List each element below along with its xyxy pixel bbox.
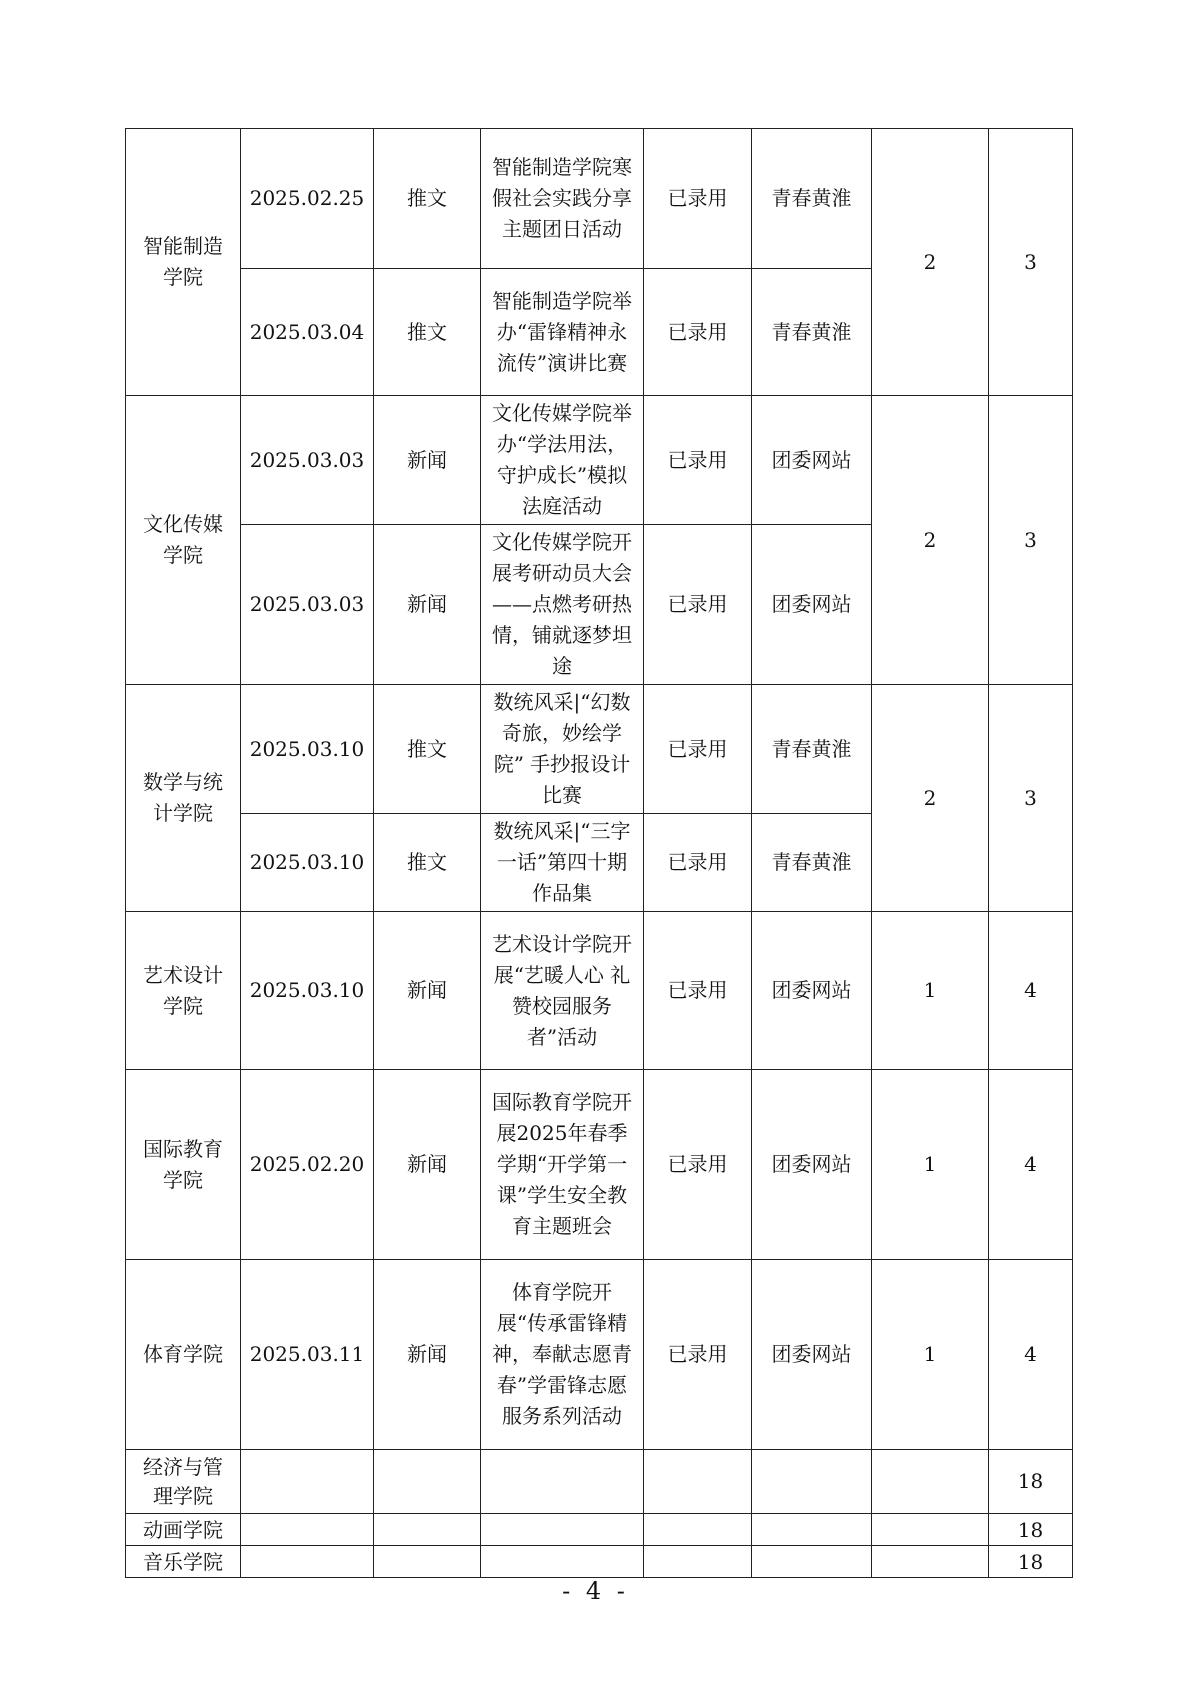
date-cell: 2025.03.10 <box>241 814 374 912</box>
count-cell: 1 <box>872 912 989 1070</box>
table-row <box>126 1070 1073 1260</box>
platform-cell: 青春黄淮 <box>752 129 872 269</box>
platform-cell <box>752 1450 872 1514</box>
submission-table <box>125 128 1073 1578</box>
date-cell <box>241 1514 374 1546</box>
title-cell: 艺术设计学院开展“艺暖人心 礼赞校园服务者”活动 <box>481 912 644 1070</box>
date-cell <box>241 1546 374 1578</box>
table-row <box>126 685 1073 814</box>
table-row <box>126 1260 1073 1450</box>
type-cell: 推文 <box>374 269 481 396</box>
college-cell: 音乐学院 <box>126 1546 241 1578</box>
title-cell: 数统风采|“幻数奇旅，妙绘学院” 手抄报设计比赛 <box>481 685 644 814</box>
type-cell <box>374 1450 481 1514</box>
type-cell: 推文 <box>374 685 481 814</box>
platform-cell <box>752 1546 872 1578</box>
title-cell: 体育学院开展“传承雷锋精神，奉献志愿青春”学雷锋志愿服务系列活动 <box>481 1260 644 1450</box>
college-cell: 动画学院 <box>126 1514 241 1546</box>
platform-cell: 青春黄淮 <box>752 814 872 912</box>
date-cell: 2025.03.03 <box>241 525 374 685</box>
college-cell: 国际教育学院 <box>126 1070 241 1260</box>
date-cell: 2025.03.10 <box>241 685 374 814</box>
count-cell <box>872 1514 989 1546</box>
table-row <box>126 1450 1073 1514</box>
college-cell: 文化传媒学院 <box>126 396 241 685</box>
title-cell <box>481 1546 644 1578</box>
rank-cell: 4 <box>989 1260 1073 1450</box>
count-cell: 2 <box>872 129 989 396</box>
count-cell: 2 <box>872 396 989 685</box>
table-row <box>126 129 1073 269</box>
table-row <box>126 396 1073 525</box>
title-cell: 数统风采|“三字一话”第四十期作品集 <box>481 814 644 912</box>
platform-cell: 青春黄淮 <box>752 685 872 814</box>
rank-cell: 18 <box>989 1450 1073 1514</box>
status-cell: 已录用 <box>644 129 752 269</box>
count-cell <box>872 1546 989 1578</box>
status-cell: 已录用 <box>644 685 752 814</box>
platform-cell: 团委网站 <box>752 912 872 1070</box>
status-cell: 已录用 <box>644 912 752 1070</box>
title-cell <box>481 1514 644 1546</box>
college-cell: 数学与统计学院 <box>126 685 241 912</box>
date-cell <box>241 1450 374 1514</box>
type-cell: 新闻 <box>374 525 481 685</box>
platform-cell: 团委网站 <box>752 1070 872 1260</box>
rank-cell: 18 <box>989 1546 1073 1578</box>
date-cell: 2025.03.04 <box>241 269 374 396</box>
platform-cell: 团委网站 <box>752 1260 872 1450</box>
status-cell: 已录用 <box>644 814 752 912</box>
status-cell <box>644 1546 752 1578</box>
platform-cell: 青春黄淮 <box>752 269 872 396</box>
date-cell: 2025.02.25 <box>241 129 374 269</box>
rank-cell: 3 <box>989 129 1073 396</box>
college-cell: 体育学院 <box>126 1260 241 1450</box>
table-row <box>126 912 1073 1070</box>
status-cell: 已录用 <box>644 525 752 685</box>
title-cell: 智能制造学院举办“雷锋精神永流传”演讲比赛 <box>481 269 644 396</box>
date-cell: 2025.03.11 <box>241 1260 374 1450</box>
type-cell: 新闻 <box>374 396 481 525</box>
college-cell: 智能制造学院 <box>126 129 241 396</box>
table-row <box>126 1546 1073 1578</box>
status-cell: 已录用 <box>644 1070 752 1260</box>
title-cell <box>481 1450 644 1514</box>
type-cell: 新闻 <box>374 912 481 1070</box>
rank-cell: 18 <box>989 1514 1073 1546</box>
date-cell: 2025.03.03 <box>241 396 374 525</box>
rank-cell: 3 <box>989 396 1073 685</box>
type-cell: 推文 <box>374 129 481 269</box>
college-cell: 艺术设计学院 <box>126 912 241 1070</box>
status-cell: 已录用 <box>644 1260 752 1450</box>
rank-cell: 3 <box>989 685 1073 912</box>
platform-cell <box>752 1514 872 1546</box>
count-cell: 2 <box>872 685 989 912</box>
type-cell: 新闻 <box>374 1070 481 1260</box>
type-cell <box>374 1514 481 1546</box>
college-cell: 经济与管理学院 <box>126 1450 241 1514</box>
status-cell: 已录用 <box>644 269 752 396</box>
rank-cell: 4 <box>989 912 1073 1070</box>
platform-cell: 团委网站 <box>752 525 872 685</box>
rank-cell: 4 <box>989 1070 1073 1260</box>
count-cell <box>872 1450 989 1514</box>
count-cell: 1 <box>872 1070 989 1260</box>
status-cell <box>644 1450 752 1514</box>
status-cell: 已录用 <box>644 396 752 525</box>
count-cell: 1 <box>872 1260 989 1450</box>
title-cell: 智能制造学院寒假社会实践分享主题团日活动 <box>481 129 644 269</box>
table-row <box>126 1514 1073 1546</box>
platform-cell: 团委网站 <box>752 396 872 525</box>
date-cell: 2025.03.10 <box>241 912 374 1070</box>
title-cell: 文化传媒学院举办“学法用法，守护成长”模拟法庭活动 <box>481 396 644 525</box>
type-cell: 推文 <box>374 814 481 912</box>
type-cell: 新闻 <box>374 1260 481 1450</box>
status-cell <box>644 1514 752 1546</box>
date-cell: 2025.02.20 <box>241 1070 374 1260</box>
title-cell: 国际教育学院开展2025年春季学期“开学第一课”学生安全教育主题班会 <box>481 1070 644 1260</box>
page-number: - 4 - <box>562 1577 629 1605</box>
title-cell: 文化传媒学院开展考研动员大会 ——点燃考研热情，铺就逐梦坦途 <box>481 525 644 685</box>
type-cell <box>374 1546 481 1578</box>
